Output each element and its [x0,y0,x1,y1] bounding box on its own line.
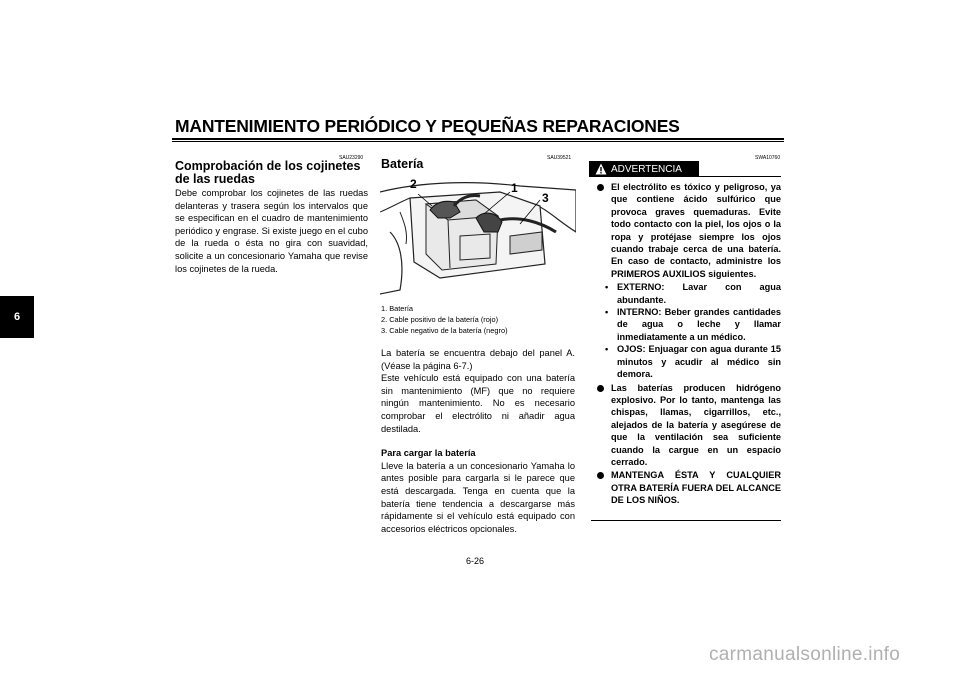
charging-text: Lleve la batería a un concesionario Yamaha lo antes posible para cargarla si le parece que está descargada. Tenga en cuenta que la batería tiene tendencia a descargarse más rápidamente si el vehículo está equipado con accesorios eléctricos opcionales. [381,460,575,534]
watermark: carmanualsonline.info [709,644,901,665]
warning-item-hydrogen [597,382,781,469]
warning-subitem-external [597,281,781,306]
warning-list [597,181,781,508]
warning-item-text: Las baterías producen hidrógeno explosivo. Por lo tanto, mantenga las chispas, llamas, cigarrillos, etc., alejados de la batería y asegúrese de que la ventilación sea suficiente cuando la cargue en un espacio cerrado. [611,382,781,467]
battery-mf-text: Este vehículo está equipado con una batería sin mantenimiento (MF) que no requiere ningún mantenimiento. No es necesario comprobar el electrólito ni añadir agua destilada. [381,373,575,434]
battery-location-text: La batería se encuentra debajo del panel A. (Véase la página 6-7.) [381,348,575,371]
caption-item: 2. Cable positivo de la batería (rojo) [381,315,499,324]
warning-subitem-text: INTERNO: Beber grandes cantidades de agua o leche y llamar inmediatamente a un médico. [617,307,781,342]
page-number: 6-26 [466,556,485,566]
section-code-right: SWA10760 [755,155,781,161]
section-title-line2: de las ruedas [175,172,255,186]
warning-triangle-icon [595,163,607,175]
bullet-dot-icon [597,184,604,191]
sub-bullet: • [605,307,609,318]
figure-label-1: 1 [511,181,518,195]
header-rule-thin [172,141,784,142]
warning-subitem-text: EXTERNO: Lavar con agua abundante. [617,282,781,305]
wheel-bearings-body: Debe comprobar los cojinetes de las ruedas delanteras y trasera según los intervalos que se especifican en el cuadro de mantenimiento periódico y engrase. Si existe juego en el cubo de la rueda o ésta no gira con suavidad, solicite a un concesionario Yamaha que revise los cojinetes de la rueda. [175,188,368,274]
caption-item: 1. Batería [381,304,414,313]
page-header-title: MANTENIMIENTO PERIÓDICO Y PEQUEÑAS REPARACIONES [175,116,680,136]
warning-item-children [597,469,781,506]
figure-label-3: 3 [542,191,549,205]
figure-captions [381,303,581,336]
warning-bottom-rule [591,520,781,521]
battery-text [381,347,575,535]
warning-banner [589,161,699,177]
header-rule [172,138,784,140]
warning-item-electrolyte [597,181,781,280]
warning-item-text: MANTENGA ÉSTA Y CUALQUIER OTRA BATERÍA FUERA DEL ALCANCE DE LOS NIÑOS. [611,470,781,506]
warning-banner-label: ADVERTENCIA [611,163,682,175]
section-title-battery: Batería [381,157,424,171]
section-code-left: SAU23290 [339,155,364,161]
caption-item: 3. Cable negativo de la batería (negro) [381,326,508,335]
bullet-dot-icon [597,385,604,392]
warning-rule [699,176,781,177]
battery-figure [380,172,576,302]
section-title-wheel-bearings [175,160,368,186]
section-title-line1: Comprobación de los cojinetes [175,159,361,173]
left-column [175,160,368,275]
warning-subitem-eyes [597,343,781,380]
warning-subitem-text: OJOS: Enjuagar con agua durante 15 minutos y acudir al médico sin demora. [617,344,781,380]
figure-label-2: 2 [410,177,417,191]
section-code-middle: SAU39521 [547,155,572,161]
warning-item-text: El electrólito es tóxico y peligroso, ya que contiene ácido sulfúrico que provoca graves quemaduras. Evite todo contacto con la piel, los ojos o la ropa y protéjase siempre los ojos cuando trabaje cerca de una batería. En caso de contacto, administre los PRIMEROS AUXILIOS siguientes. [611,182,781,279]
bullet-dot-icon [597,472,604,479]
charging-subheading: Para cargar la batería [381,448,476,459]
chapter-tab: 6 [0,296,34,338]
sub-bullet: • [605,282,609,293]
sub-bullet: • [605,344,609,355]
warning-subitem-internal [597,306,781,343]
